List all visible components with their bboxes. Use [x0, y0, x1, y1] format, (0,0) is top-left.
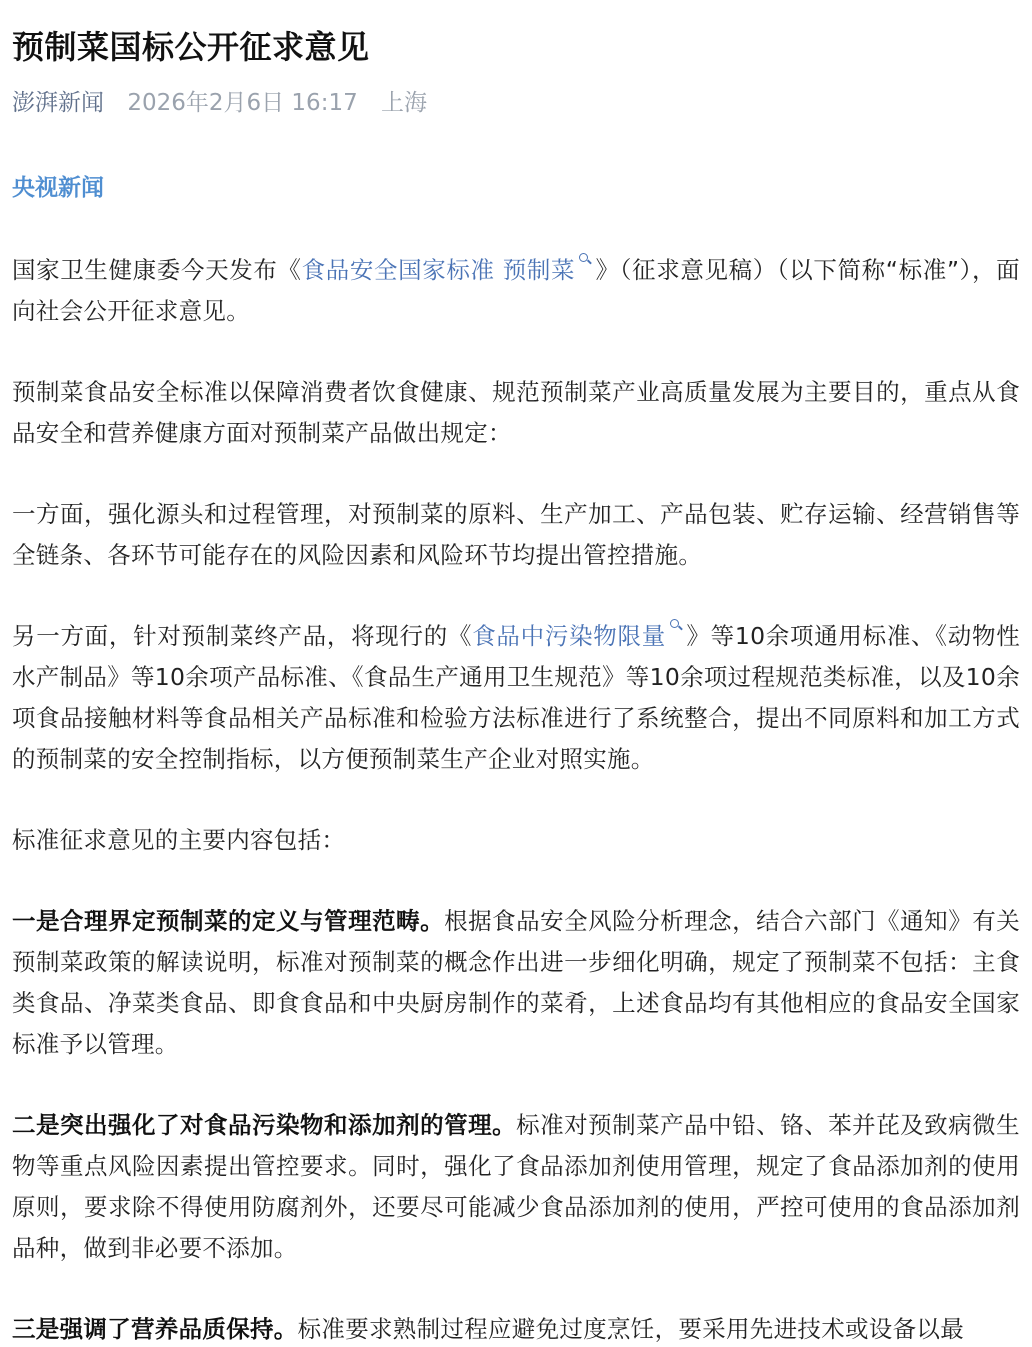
search-icon: [577, 252, 593, 270]
paragraph-6: [12, 901, 1020, 1065]
paragraph-1-text-a: 国家卫生健康委今天发布《: [12, 256, 302, 284]
paragraph-7-text: 标准对预制菜产品中铅、铬、苯并芘及致病微生物等重点风险因素提出管控要求。同时，强化了食品添加剂使用管理，规定了食品添加剂的使用原则，要求除不得使用防腐剂外，还要尽可能减少食品添加剂的使用，严控可使用的食品添加剂品种，做到非必要不添加。: [12, 1111, 1020, 1262]
article-title: 预制菜国标公开征求意见: [12, 28, 370, 66]
paragraph-3: 一方面，强化源头和过程管理，对预制菜的原料、生产加工、产品包装、贮存运输、经营销售等全链条、各环节可能存在的风险因素和风险环节均提出管控措施。: [12, 500, 1020, 569]
paragraph-8: [12, 1309, 1020, 1347]
article-date: 2026年2月6日 16:17: [127, 90, 358, 116]
standard-link[interactable]: [302, 256, 596, 284]
paragraph-1-text-b: 》（征求意见稿）（以下简称“标准”），面向社会公开征求意见。: [12, 256, 1020, 325]
search-icon: [668, 618, 684, 636]
paragraph-6-lead: 一是合理界定预制菜的定义与管理范畴。: [12, 907, 445, 935]
article-location: 上海: [381, 90, 428, 116]
paragraph-6-text: 根据食品安全风险分析理念，结合六部门《通知》有关预制菜政策的解读说明，标准对预制菜的概念作出进一步细化明确，规定了预制菜不包括：主食类食品、净菜类食品、即食食品和中央厨房制作的菜肴，上述食品均有其他相应的食品安全国家标准予以管理。: [12, 907, 1020, 1058]
standard-link-label: 食品安全国家标准 预制菜: [301, 256, 576, 284]
paragraph-7: [12, 1105, 1020, 1269]
paragraph-7-lead: 二是突出强化了对食品污染物和添加剂的管理。: [12, 1111, 517, 1139]
contaminant-limit-link[interactable]: [472, 622, 686, 650]
paragraph-4-text-a: 另一方面，针对预制菜终产品，将现行的《: [12, 622, 473, 650]
paragraph-1: [12, 250, 1020, 332]
article-meta: [12, 86, 1020, 120]
paragraph-8-text: 标准要求熟制过程应避免过度烹饪，要采用先进技术或设备以最: [297, 1315, 965, 1343]
contaminant-limit-link-label: 食品中污染物限量: [472, 622, 666, 650]
section-label: 央视新闻: [12, 175, 104, 201]
paragraph-4-text-b: 》等10余项通用标准、《动物性水产制品》等10余项产品标准、《食品生产通用卫生规范》等10余项过程规范类标准，以及10余项食品接触材料等食品相关产品标准和检验方法标准进行了系统整合，提出不同原料和加工方式的预制菜的安全控制指标，以方便预制菜生产企业对照实施。: [12, 622, 1020, 773]
paragraph-4: [12, 616, 1020, 780]
paragraph-8-lead: 三是强调了营养品质保持。: [12, 1315, 298, 1343]
paragraph-2: 预制菜食品安全标准以保障消费者饮食健康、规范预制菜产业高质量发展为主要目的，重点从食品安全和营养健康方面对预制菜产品做出规定：: [12, 378, 1020, 447]
article-source[interactable]: 澎湃新闻: [12, 90, 104, 116]
paragraph-5: 标准征求意见的主要内容包括：: [12, 826, 346, 854]
